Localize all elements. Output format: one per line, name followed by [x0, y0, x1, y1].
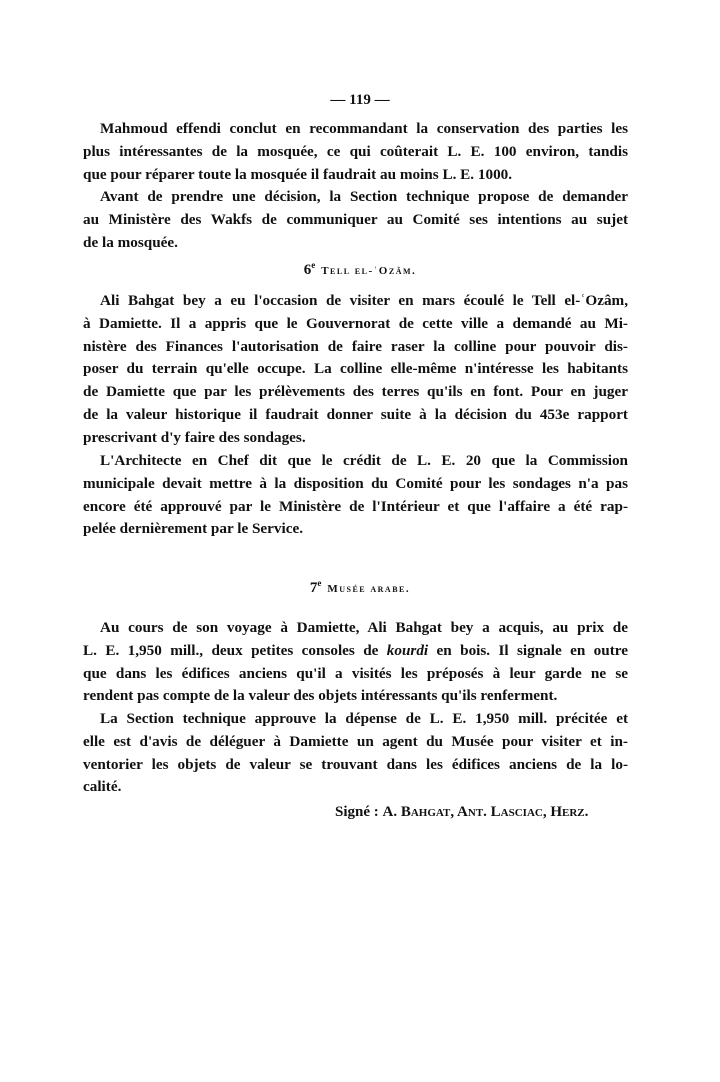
paragraph-architect — [83, 450, 628, 541]
text-line: elle est d'avis de déléguer à Damiette un agent du Musée pour visiter et in- — [83, 732, 628, 750]
text-line: La Section technique approuve la dépense de L. E. 1,950 mill. précitée et — [100, 710, 628, 727]
heading-ordinal: e — [317, 578, 322, 588]
text-line: de la mosquée. — [83, 233, 178, 251]
text-line: nistère des Finances l'autorisation de faire raser la colline pour pouvoir dis- — [83, 337, 628, 355]
text-line: Ali Bahgat bey a eu l'occasion de visiter en mars écoulé le Tell el-ʿOzâm, — [100, 292, 628, 309]
signature — [335, 804, 588, 821]
paragraph-acquisition — [83, 617, 628, 708]
text-line: municipale devait mettre à la disposition du Comité pour les sondages n'a pas — [83, 474, 628, 492]
text-line: que dans les édifices anciens qu'il a visités les préposés à leur garde ne se — [83, 664, 628, 682]
text-line: Au cours de son voyage à Damiette, Ali Bahgat bey a acquis, au prix de — [100, 619, 628, 636]
text-line: L. E. 1,950 mill., deux petites consoles de kourdi en bois. Il signale en outre — [83, 641, 628, 659]
text-line: Avant de prendre une décision, la Section technique propose de demander — [100, 188, 628, 205]
text-line: Mahmoud effendi conclut en recommandant la conservation des parties les — [100, 120, 628, 137]
signature-names: A. Bahgat, Ant. Lasciac, Herz. — [382, 804, 589, 820]
text-line: de Damiette que par les prélèvements des terres qu'ils en font. Pour en juger — [83, 383, 628, 401]
text-line: pelée dernièrement par le Service. — [83, 520, 304, 538]
text-line: prescrivant d'y faire des sondages. — [83, 428, 306, 446]
page-number: — 119 — — [330, 92, 390, 108]
text-line: ventorier les objets de valeur se trouvant dans les édifices anciens de la lo- — [83, 755, 628, 773]
heading-number: 7 — [309, 580, 318, 596]
text-line: à Damiette. Il a appris que le Gouvernorat de cette ville a demandé au Mi- — [83, 314, 628, 332]
text-line: de la valeur historique il faudrait donner suite à la décision du 453e rapport — [83, 405, 628, 423]
paragraph-decision — [83, 186, 628, 254]
heading-title: Tell el-ʿOzâm. — [321, 265, 417, 277]
text-line: au Ministère des Wakfs de communiquer au Comité ses intentions au sujet — [83, 210, 628, 228]
heading-title: Musée arabe. — [327, 583, 411, 595]
section-heading-tell-el-ozam — [0, 260, 720, 279]
text-line: calité. — [83, 778, 122, 796]
text-line: L'Architecte en Chef dit que le crédit de L. E. 20 que la Commission — [100, 452, 628, 469]
paragraph-approval — [83, 708, 628, 799]
text-line: que pour réparer toute la mosquée il faudrait au moins L. E. 1000. — [83, 165, 513, 183]
paragraph-tell-visit — [83, 290, 628, 450]
paragraph-conclusion — [83, 118, 628, 186]
section-heading-musee-arabe — [0, 578, 720, 597]
text-line: poser du terrain qu'elle occupe. La colline elle-même n'intéresse les habitants — [83, 360, 628, 378]
heading-number: 6 — [303, 262, 312, 278]
text-line: rendent pas compte de la valeur des objets intéressants qu'ils renferment. — [83, 687, 558, 705]
text-line: encore été approuvé par le Ministère de l'Intérieur et que l'affaire a été rap- — [83, 497, 628, 515]
signature-label: Signé : — [335, 804, 379, 820]
heading-ordinal: e — [311, 260, 316, 270]
text-line: plus intéressantes de la mosquée, ce qui coûterait L. E. 100 environ, tandis — [83, 142, 628, 160]
